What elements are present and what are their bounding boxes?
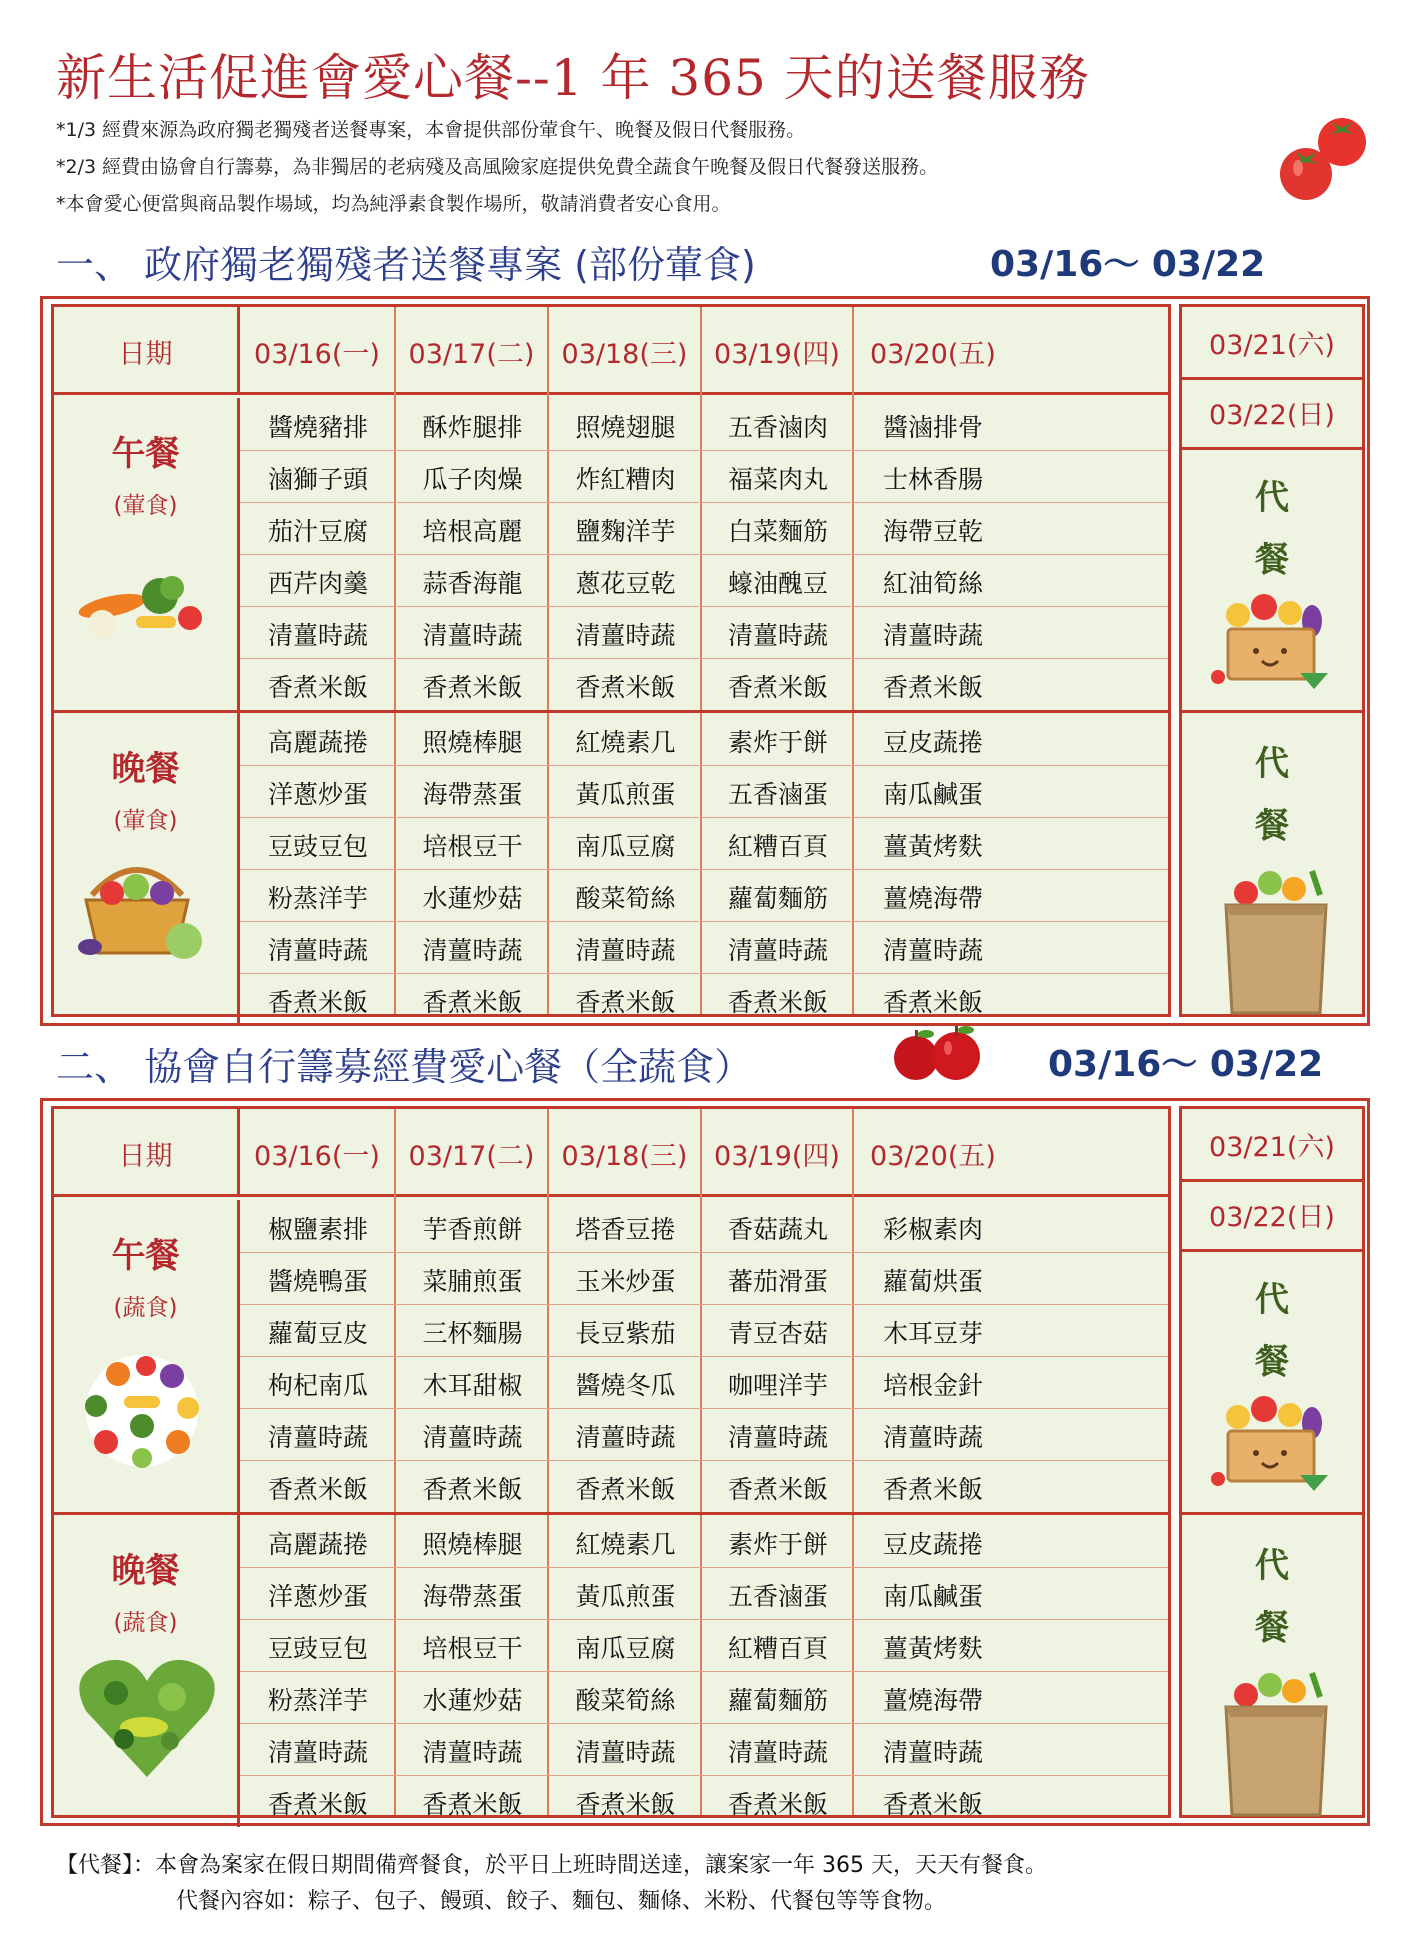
- dish-item: 蔥花豆乾: [575, 569, 676, 598]
- row-divider: [240, 973, 1168, 974]
- row-divider: [240, 502, 1168, 503]
- dish-item: 芋香煎餅: [422, 1215, 523, 1244]
- dish-item: 香煮米飯: [882, 988, 983, 1017]
- side-divider: [1182, 1179, 1362, 1182]
- row-divider: [240, 554, 1168, 555]
- dish-item: 香煮米飯: [882, 1475, 983, 1504]
- dish-item: 照燒棒腿: [422, 1530, 523, 1559]
- date-header: 03/16(一): [240, 1109, 396, 1197]
- dish-item: 紅燒素几: [575, 1530, 676, 1559]
- dish-item: 瓜子肉燥: [422, 465, 523, 494]
- weekend-date-sun: 03/22(日): [1209, 400, 1335, 431]
- dish-item: 香煮米飯: [575, 988, 676, 1017]
- dish-item: 培根高麗: [422, 517, 523, 546]
- dish-item: 五香滷蛋: [727, 780, 828, 809]
- row-divider: [240, 921, 1168, 922]
- dish-item: 蠔油醜豆: [727, 569, 828, 598]
- lunch-daican-cell: [1182, 1269, 1362, 1393]
- dish-item: 白菜麵筋: [727, 517, 828, 546]
- dish-item: 素炸于餅: [727, 728, 828, 757]
- dish-item: 南瓜豆腐: [575, 832, 676, 861]
- vegetables-icon: [72, 566, 222, 650]
- daican-label-1: 代: [1255, 1280, 1289, 1320]
- dinner-sublabel: (蔬食): [113, 1610, 178, 1636]
- fruit-basket-icon: [72, 845, 202, 969]
- section2-range: 03/16～ 03/22: [1048, 1044, 1324, 1085]
- header-row: [54, 307, 1168, 395]
- footer-line-1: 【代餐】：本會為案家在假日期間備齊餐食，於平日上班時間送達，讓案家一年 365 天，天天有餐食。: [56, 1853, 1047, 1878]
- dish-item: 青豆杏菇: [727, 1319, 828, 1348]
- dish-item: 黃瓜煎蛋: [575, 780, 676, 809]
- note-3: *本會愛心便當與商品製作場域，均為純淨素食製作場所，敬請消費者安心食用。: [56, 193, 731, 215]
- date-header: 03/16(一): [240, 307, 396, 395]
- dish-item: 紅燒素几: [575, 728, 676, 757]
- dish-item: 醬燒鴨蛋: [267, 1267, 368, 1296]
- lunch-daican-cell: [1182, 467, 1362, 591]
- dish-item: 椒鹽素排: [267, 1215, 368, 1244]
- row-divider: [240, 1304, 1168, 1305]
- dish-item: 木耳甜椒: [422, 1371, 523, 1400]
- row-divider: [240, 1460, 1168, 1461]
- lunch-label: 午餐: [111, 1236, 180, 1276]
- dish-item: 清薑時蔬: [882, 1423, 983, 1452]
- header-row: [54, 1109, 1168, 1197]
- dish-item: 五香滷蛋: [727, 1582, 828, 1611]
- date-header: 03/17(二): [396, 1109, 549, 1197]
- daican-label-1: 代: [1255, 1546, 1289, 1586]
- footer-line-2: 代餐內容如：粽子、包子、饅頭、餃子、麵包、麵條、米粉、代餐包等等食物。: [176, 1889, 947, 1914]
- date-label: 日期: [54, 307, 240, 395]
- dish-item: 福菜肉丸: [727, 465, 828, 494]
- dish-item: 海帶蒸蛋: [422, 1582, 523, 1611]
- date-label: 日期: [54, 1109, 240, 1197]
- row-divider: [240, 1775, 1168, 1776]
- dish-item: 蘿蔔豆皮: [267, 1319, 368, 1348]
- dish-item: 酥炸腿排: [422, 413, 523, 442]
- dish-item: 香煮米飯: [575, 1475, 676, 1504]
- dish-item: 薑燒海帶: [882, 884, 983, 913]
- dish-item: 醬燒豬排: [267, 413, 368, 442]
- grocery-bag-icon: [1216, 865, 1336, 1019]
- dish-item: 蘿蔔烘蛋: [882, 1267, 983, 1296]
- dish-item: 枸杞南瓜: [267, 1371, 368, 1400]
- dish-item: 照燒棒腿: [422, 728, 523, 757]
- row-divider: [240, 869, 1168, 870]
- dish-item: 清薑時蔬: [422, 621, 523, 650]
- dish-item: 清薑時蔬: [882, 1738, 983, 1767]
- weekend-date-sun: 03/22(日): [1209, 1202, 1335, 1233]
- page-title: 新生活促進會愛心餐--1 年 365 天的送餐服務: [56, 49, 1090, 107]
- dish-item: 洋蔥炒蛋: [267, 780, 368, 809]
- dish-item: 咖哩洋芋: [727, 1371, 828, 1400]
- dish-item: 豆皮蔬捲: [882, 1530, 983, 1559]
- dish-item: 鹽麴洋芋: [575, 517, 676, 546]
- dish-item: 香煮米飯: [422, 1790, 523, 1819]
- dish-item: 黃瓜煎蛋: [575, 1582, 676, 1611]
- tomato-icon: [1278, 112, 1378, 202]
- dish-item: 炸紅糟肉: [575, 465, 676, 494]
- dish-item: 清薑時蔬: [575, 621, 676, 650]
- fruit-box-icon: [1208, 1387, 1338, 1501]
- dish-item: 清薑時蔬: [882, 621, 983, 650]
- dish-item: 醬滷排骨: [882, 413, 983, 442]
- dish-item: 高麗蔬捲: [267, 1530, 368, 1559]
- dish-item: 培根豆干: [422, 832, 523, 861]
- dish-item: 清薑時蔬: [422, 1423, 523, 1452]
- dish-item: 塔香豆捲: [575, 1215, 676, 1244]
- dish-item: 蕃茄滑蛋: [727, 1267, 828, 1296]
- side-divider: [1182, 710, 1362, 713]
- dish-item: 紅糟百頁: [727, 832, 828, 861]
- dish-item: 薑黃烤麩: [882, 1634, 983, 1663]
- dish-item: 水蓮炒菇: [422, 884, 523, 913]
- dish-item: 薑黃烤麩: [882, 832, 983, 861]
- dish-item: 滷獅子頭: [267, 465, 368, 494]
- dish-item: 香煮米飯: [267, 1790, 368, 1819]
- row-divider: [240, 450, 1168, 451]
- dish-item: 清薑時蔬: [422, 936, 523, 965]
- dish-item: 豆豉豆包: [267, 832, 368, 861]
- date-header: 03/19(四): [702, 1109, 854, 1197]
- dish-item: 蘿蔔麵筋: [727, 1686, 828, 1715]
- lunch-label: 午餐: [111, 434, 180, 474]
- dinner-label: 晚餐: [111, 1551, 180, 1591]
- dish-item: 長豆紫茄: [575, 1319, 676, 1348]
- dish-item: 香煮米飯: [267, 673, 368, 702]
- dinner-daican-cell: [1182, 733, 1362, 857]
- dish-item: 紅油筍絲: [882, 569, 983, 598]
- lunch-sublabel: (蔬食): [113, 1295, 178, 1321]
- weekend-date-sat: 03/21(六): [1209, 1132, 1335, 1163]
- date-header: 03/19(四): [702, 307, 854, 395]
- side-divider: [1182, 377, 1362, 380]
- dish-item: 士林香腸: [882, 465, 983, 494]
- dish-item: 素炸于餅: [727, 1530, 828, 1559]
- dish-item: 香煮米飯: [575, 673, 676, 702]
- note-1: *1/3 經費來源為政府獨老獨殘者送餐專案，本會提供部份葷食午、晚餐及假日代餐服務。: [56, 119, 806, 141]
- dish-item: 清薑時蔬: [267, 1423, 368, 1452]
- note-2: *2/3 經費由協會自行籌募，為非獨居的老病殘及高風險家庭提供免費全蔬食午晚餐及假日代餐發送服務。: [56, 156, 939, 178]
- dish-item: 水蓮炒菇: [422, 1686, 523, 1715]
- section1-weekend-column: [1179, 304, 1365, 1017]
- dish-item: 香煮米飯: [422, 673, 523, 702]
- dish-item: 三杯麵腸: [422, 1319, 523, 1348]
- dish-item: 清薑時蔬: [575, 1423, 676, 1452]
- dish-item: 清薑時蔬: [727, 1423, 828, 1452]
- dish-item: 清薑時蔬: [882, 936, 983, 965]
- row-divider: [240, 1671, 1168, 1672]
- apple-icon: [886, 1022, 986, 1084]
- row-divider: [240, 606, 1168, 607]
- row-divider: [240, 1619, 1168, 1620]
- dish-item: 南瓜鹹蛋: [882, 780, 983, 809]
- row-divider: [240, 1252, 1168, 1253]
- dish-item: 西芹肉羹: [267, 569, 368, 598]
- lunch-sublabel: (葷食): [113, 493, 178, 519]
- dish-item: 薑燒海帶: [882, 1686, 983, 1715]
- dish-item: 香煮米飯: [882, 673, 983, 702]
- section2-frame: [40, 1098, 1370, 1826]
- dish-item: 清薑時蔬: [727, 936, 828, 965]
- dinner-sublabel: (葷食): [113, 808, 178, 834]
- dish-item: 清薑時蔬: [422, 1738, 523, 1767]
- date-header: 03/20(五): [870, 338, 996, 370]
- dish-item: 香煮米飯: [727, 673, 828, 702]
- side-divider: [1182, 1249, 1362, 1252]
- vegetable-circle-icon: [72, 1346, 212, 1480]
- dish-item: 粉蒸洋芋: [267, 884, 368, 913]
- dish-item: 香菇蔬丸: [727, 1215, 828, 1244]
- dish-item: 豆豉豆包: [267, 1634, 368, 1663]
- dish-item: 照燒翅腿: [575, 413, 676, 442]
- dish-item: 海帶豆乾: [882, 517, 983, 546]
- dish-item: 茄汁豆腐: [267, 517, 368, 546]
- dish-item: 香煮米飯: [882, 1790, 983, 1819]
- dish-item: 清薑時蔬: [267, 936, 368, 965]
- dish-item: 香煮米飯: [727, 1790, 828, 1819]
- section1-menu-grid: [51, 304, 1171, 1017]
- dish-item: 粉蒸洋芋: [267, 1686, 368, 1715]
- dish-item: 培根金針: [882, 1371, 983, 1400]
- dish-item: 香煮米飯: [575, 1790, 676, 1819]
- grocery-bag-icon: [1216, 1667, 1336, 1821]
- dish-item: 蒜香海龍: [422, 569, 523, 598]
- lunch-label-cell: [54, 398, 240, 710]
- dish-item: 清薑時蔬: [267, 1738, 368, 1767]
- dinner-label-cell: [54, 713, 240, 1025]
- dish-item: 清薑時蔬: [267, 621, 368, 650]
- dish-item: 海帶蒸蛋: [422, 780, 523, 809]
- dinner-daican-cell: [1182, 1535, 1362, 1659]
- section2-title: 二、 協會自行籌募經費愛心餐（全蔬食）: [56, 1045, 753, 1089]
- row-divider: [240, 1723, 1168, 1724]
- section1-range: 03/16～ 03/22: [990, 244, 1266, 285]
- dish-item: 清薑時蔬: [727, 1738, 828, 1767]
- row-divider: [240, 1567, 1168, 1568]
- daican-label-2: 餐: [1255, 540, 1289, 580]
- dish-item: 香煮米飯: [267, 1475, 368, 1504]
- dish-item: 清薑時蔬: [727, 621, 828, 650]
- footer-note: [56, 1848, 1047, 1920]
- dinner-label: 晚餐: [111, 749, 180, 789]
- dish-item: 蘿蔔麵筋: [727, 884, 828, 913]
- dish-item: 木耳豆芽: [882, 1319, 983, 1348]
- side-divider: [1182, 1512, 1362, 1515]
- dish-item: 香煮米飯: [422, 1475, 523, 1504]
- date-header: 03/20(五): [870, 1140, 996, 1172]
- dish-item: 清薑時蔬: [575, 936, 676, 965]
- daican-label-1: 代: [1255, 744, 1289, 784]
- lunch-label-cell: [54, 1200, 240, 1512]
- weekend-date-sat: 03/21(六): [1209, 330, 1335, 361]
- dish-item: 洋蔥炒蛋: [267, 1582, 368, 1611]
- dish-item: 培根豆干: [422, 1634, 523, 1663]
- dish-item: 香煮米飯: [422, 988, 523, 1017]
- daican-label-2: 餐: [1255, 1608, 1289, 1648]
- section1-frame: [40, 296, 1370, 1026]
- dish-item: 清薑時蔬: [575, 1738, 676, 1767]
- dish-item: 香煮米飯: [727, 988, 828, 1017]
- row-divider: [240, 1356, 1168, 1357]
- daican-label-1: 代: [1255, 478, 1289, 518]
- dish-item: 菜脯煎蛋: [422, 1267, 523, 1296]
- notes: [56, 112, 938, 223]
- dish-item: 豆皮蔬捲: [882, 728, 983, 757]
- section2-menu-grid: [51, 1106, 1171, 1818]
- dish-item: 醬燒冬瓜: [575, 1371, 676, 1400]
- dish-item: 高麗蔬捲: [267, 728, 368, 757]
- row-divider: [240, 1408, 1168, 1409]
- date-header: 03/17(二): [396, 307, 549, 395]
- veggie-heart-icon: [72, 1647, 222, 1791]
- dish-item: 南瓜豆腐: [575, 1634, 676, 1663]
- dish-item: 紅糟百頁: [727, 1634, 828, 1663]
- dish-item: 五香滷肉: [727, 413, 828, 442]
- fruit-box-icon: [1208, 585, 1338, 699]
- dish-item: 香煮米飯: [267, 988, 368, 1017]
- row-divider: [240, 765, 1168, 766]
- row-divider: [240, 658, 1168, 659]
- dish-item: 香煮米飯: [727, 1475, 828, 1504]
- side-divider: [1182, 447, 1362, 450]
- row-divider: [240, 817, 1168, 818]
- date-header: 03/18(三): [549, 307, 702, 395]
- dinner-label-cell: [54, 1515, 240, 1827]
- dish-item: 彩椒素肉: [882, 1215, 983, 1244]
- dish-item: 酸菜筍絲: [575, 1686, 676, 1715]
- section2-weekend-column: [1179, 1106, 1365, 1818]
- dish-item: 玉米炒蛋: [575, 1267, 676, 1296]
- section1-title: 一、 政府獨老獨殘者送餐專案 (部份葷食): [56, 243, 756, 287]
- dish-item: 酸菜筍絲: [575, 884, 676, 913]
- date-header: 03/18(三): [549, 1109, 702, 1197]
- dish-item: 南瓜鹹蛋: [882, 1582, 983, 1611]
- daican-label-2: 餐: [1255, 806, 1289, 846]
- daican-label-2: 餐: [1255, 1342, 1289, 1382]
